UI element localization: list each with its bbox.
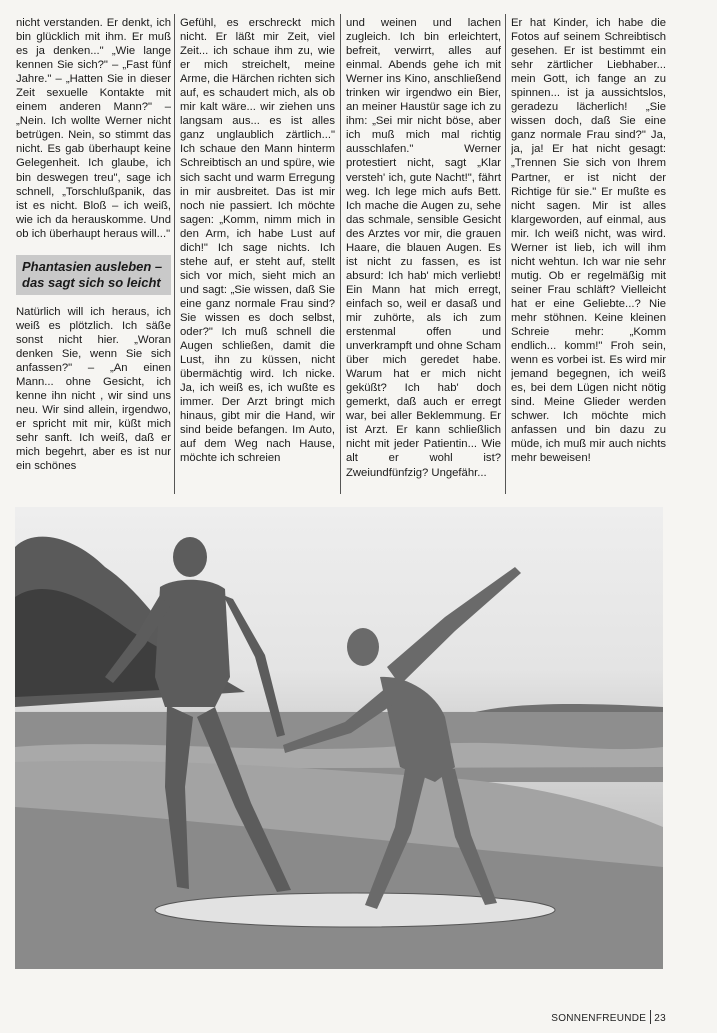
column-1-text-top: nicht verstanden. Er denkt, ich bin glücklich mit ihm. Er muß es ja denken..." „Wie lange kennen Sie sich?" – „Fast fünf Jahre." – „Hatten Sie in dieser Zeit sexuelle Kontakte mit einem anderen Mann?" – „Nein. Ich wollte Werner nicht betrügen. Nein, so stimmt das nicht. Es gab überhaupt keine Gelegenheit. Ich glaube, ich bin deswegen treu", sage ich schnell, „Torschlußpanik, das ist es nicht. Bloß – ich weiß, wie ich da herauskomme. Und ob ich überhaupt heraus will..." (16, 17, 171, 240)
column-divider (174, 14, 175, 494)
column-4-text: Er hat Kinder, ich habe die Fotos auf seinem Schreibtisch gesehen. Er ist bestimmt ein sehr zärtlicher Liebhaber... mein Gott, ich fange an zu spinnen... ist ja aussichtslos, geradezu lächerlich! „Sie wissen doch, daß Sie eine ganz normale Frau sind?" Ja, ja, ja! Er hat nicht gesagt: „Trennen Sie sich von Ihrem Partner, er ist nicht der Richtige für sie." Er mußte es nicht sagen. Mir ist alles klargeworden, auf einmal, aus mir. Ich weiß nicht, was wird. Werner ist lieb, ich will ihm nicht wehtun. Ich war nie sehr mutig. Ob er regelmäßig mit seiner Frau schläft? Vielleicht hat er eine Geliebte...? Nie mehr stöhnen. Keine kleinen Schreie mehr: „Komm endlich... komm!" Froh sein, wenn es vorbei ist. Es wird mir jemand begegnen, ich weiß es, bei dem Lügen nicht nötig sind. Meine Glieder werden schwer. Ich möchte mich anfassen und bin dazu zu müde, ich muß mir auch nichts mehr beweisen! (511, 17, 666, 465)
column-1-text-bottom: Natürlich will ich heraus, ich weiß es plötzlich. Ich säße sonst nicht hier. „Woran denken Sie, wenn Sie sich anfassen?" – „An einen Mann... ohne Gesicht, ich kenne ihn nicht , wir sind uns neu. Wir sind allein, irgendwo, er spricht mit mir, küßt mich sehr sanft. Ich weiß, daß er mich begehrt, aber es ist nur ein schönes (16, 305, 171, 473)
footer-separator (650, 1010, 651, 1024)
subheadline: Phantasien ausleben – das sagt sich so leicht (16, 255, 171, 295)
column-divider (340, 14, 341, 494)
magazine-name: SONNENFREUNDE (551, 1013, 647, 1024)
text-column-2 (180, 16, 335, 504)
column-divider (505, 14, 506, 494)
beach-photo (15, 507, 663, 969)
text-column-4 (511, 16, 666, 504)
text-column-3 (346, 16, 501, 504)
page-footer (551, 1010, 666, 1024)
beach-scene-illustration (15, 507, 663, 969)
column-2-text: Gefühl, es erschreckt mich nicht. Er läßt mir Zeit, viel Zeit... ich schaue ihm zu, wie er mich streichelt, meine Arme, die Härchen richten sich auf, es schaudert mich, als ob mir kalt wäre... wir ziehen uns langsam aus... es ist alles ganz unglaublich zärtlich..." Ich schaue den Mann hinterm Schreibtisch an und spüre, wie sich sacht und warm Erregung in mir ausbreitet. Das ist mir noch nie passiert. Ich möchte sagen: „Komm, nimm mich in den Arm, ich habe Lust auf dich!" Ich sage nichts. Ich stehe auf, er steht auf, stellt sich vor mich, sieht mich an und sagt: „Sie wissen, daß Sie eine ganz normale Frau sind? Sie wissen es doch selbst, oder?" Ich muß schnell die Augen schließen, damit die Lust, ihn zu küssen, nicht übermächtig wird. Ich nicke. Ja, ich weiß es, ich wußte es immer. Der Arzt bringt mich hinaus, gibt mir die Hand, wir sind beide befangen. Im Auto, auf dem Weg nach Hause, möchte ich schreien (180, 17, 335, 465)
page-number: 23 (654, 1013, 666, 1024)
column-3-text: und weinen und lachen zugleich. Ich bin erleichtert, befreit, verwirrt, alles auf einmal. Abends gehe ich mit Werner ins Kino, anschließend trinken wir irgendwo ein Bier, an meiner Haustür sage ich zu ihm: „Sei mir nicht böse, aber ich muß mich mal richtig ausschlafen." Werner protestiert nicht, sagt „Klar versteh' ich, gute Nacht!", fährt weg. Ich lege mich aufs Bett. Ich mache die Augen zu, sehe das schmale, sensible Gesicht des Arztes vor mir, die grauen Haare, die blauen Augen. Es ist nicht zu fassen, es ist absurd: Ich hab' mich verliebt! Ein Mann hat mich erregt, einfach so, weil er dasaß und mir zuhörte, als ich zum erstenmal offen und unverkrampft und ohne Scham über mich geredet habe. Warum hat er mich nicht geküßt? Ich hab' doch gemerkt, daß auch er erregt war, bei aller Beklemmung. Er ist Arzt. Er kann schließlich nicht mit jeder Patientin... Wie alt er wohl ist? Zweiundfünfzig? Ungefähr... (346, 17, 501, 479)
text-column-1 (16, 16, 171, 490)
